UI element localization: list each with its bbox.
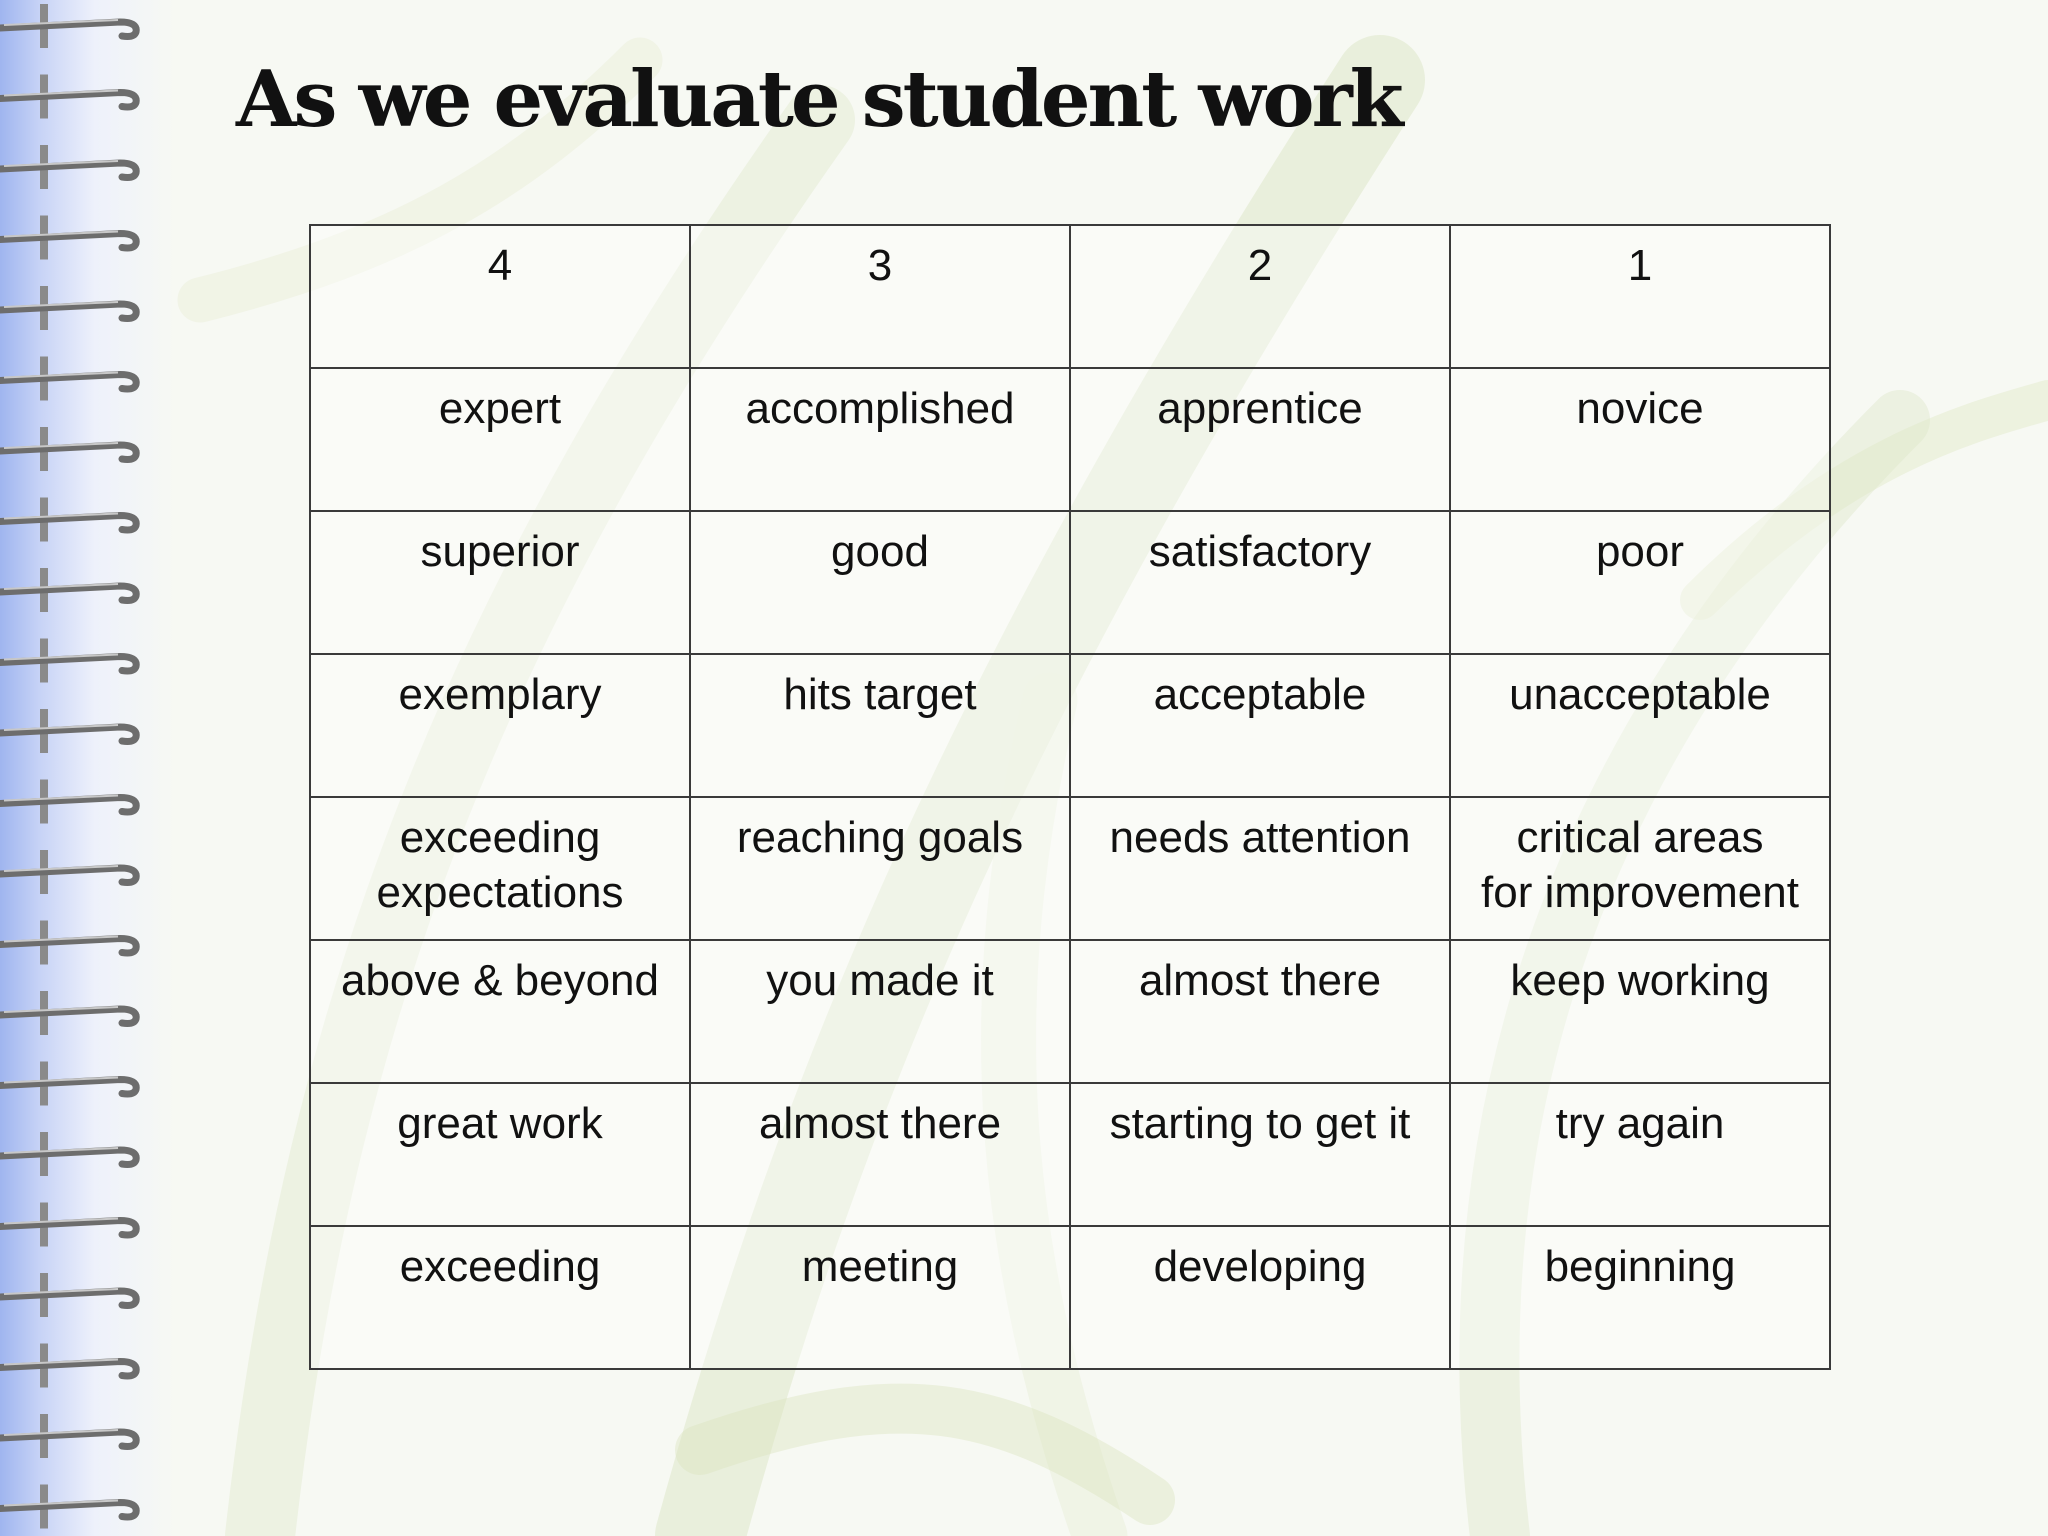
- table-cell: good: [690, 511, 1070, 654]
- table-cell: superior: [310, 511, 690, 654]
- table-cell: keep working: [1450, 940, 1830, 1083]
- spiral-ring: [0, 568, 136, 612]
- spiral-ring: [0, 286, 136, 330]
- spiral-ring: [0, 4, 136, 48]
- table-row: [310, 797, 1830, 940]
- score-header-row: [310, 225, 1830, 368]
- table-cell: developing: [1070, 1226, 1450, 1369]
- spiral-ring: [0, 1485, 136, 1529]
- table-row: [310, 940, 1830, 1083]
- spiral-ring: [0, 498, 136, 542]
- spiral-ring: [0, 427, 136, 471]
- table-row: [310, 511, 1830, 654]
- table-row: [310, 1226, 1830, 1369]
- table-cell: beginning: [1450, 1226, 1830, 1369]
- table-cell: satisfactory: [1070, 511, 1450, 654]
- score-header-cell: 3: [690, 225, 1070, 368]
- spiral-binding-rings: [0, 0, 150, 1536]
- spiral-ring: [0, 216, 136, 260]
- spiral-ring: [0, 850, 136, 894]
- spiral-ring: [0, 1414, 136, 1458]
- table-cell: expert: [310, 368, 690, 511]
- table-cell: poor: [1450, 511, 1830, 654]
- spiral-ring: [0, 639, 136, 683]
- spiral-ring: [0, 1344, 136, 1388]
- table-cell: almost there: [1070, 940, 1450, 1083]
- table-cell: acceptable: [1070, 654, 1450, 797]
- spiral-ring: [0, 1273, 136, 1317]
- table-cell: apprentice: [1070, 368, 1450, 511]
- spiral-ring: [0, 75, 136, 119]
- table-cell: exceeding expectations: [310, 797, 690, 940]
- table-cell: you made it: [690, 940, 1070, 1083]
- spiral-ring: [0, 780, 136, 824]
- spiral-ring: [0, 145, 136, 189]
- table-cell: critical areas for improvement: [1450, 797, 1830, 940]
- slide-title: As we evaluate student work: [236, 54, 1401, 145]
- table-cell: great work: [310, 1083, 690, 1226]
- table-cell: novice: [1450, 368, 1830, 511]
- table-cell: needs attention: [1070, 797, 1450, 940]
- table-cell: exceeding: [310, 1226, 690, 1369]
- score-header-cell: 1: [1450, 225, 1830, 368]
- spiral-ring: [0, 921, 136, 965]
- spiral-ring: [0, 1132, 136, 1176]
- table-cell: starting to get it: [1070, 1083, 1450, 1226]
- spiral-ring: [0, 1203, 136, 1247]
- table-cell: above & beyond: [310, 940, 690, 1083]
- score-header-cell: 2: [1070, 225, 1450, 368]
- spiral-ring: [0, 709, 136, 753]
- score-header-cell: 4: [310, 225, 690, 368]
- table-cell: unacceptable: [1450, 654, 1830, 797]
- table-cell: accomplished: [690, 368, 1070, 511]
- spiral-ring: [0, 991, 136, 1035]
- table-row: [310, 654, 1830, 797]
- table-cell: meeting: [690, 1226, 1070, 1369]
- table-cell: reaching goals: [690, 797, 1070, 940]
- table-row: [310, 368, 1830, 511]
- table-cell: hits target: [690, 654, 1070, 797]
- spiral-ring: [0, 357, 136, 401]
- table-cell: almost there: [690, 1083, 1070, 1226]
- table-row: [310, 1083, 1830, 1226]
- spiral-ring: [0, 1062, 136, 1106]
- table-cell: try again: [1450, 1083, 1830, 1226]
- table-cell: exemplary: [310, 654, 690, 797]
- rubric-table: [309, 224, 1831, 1370]
